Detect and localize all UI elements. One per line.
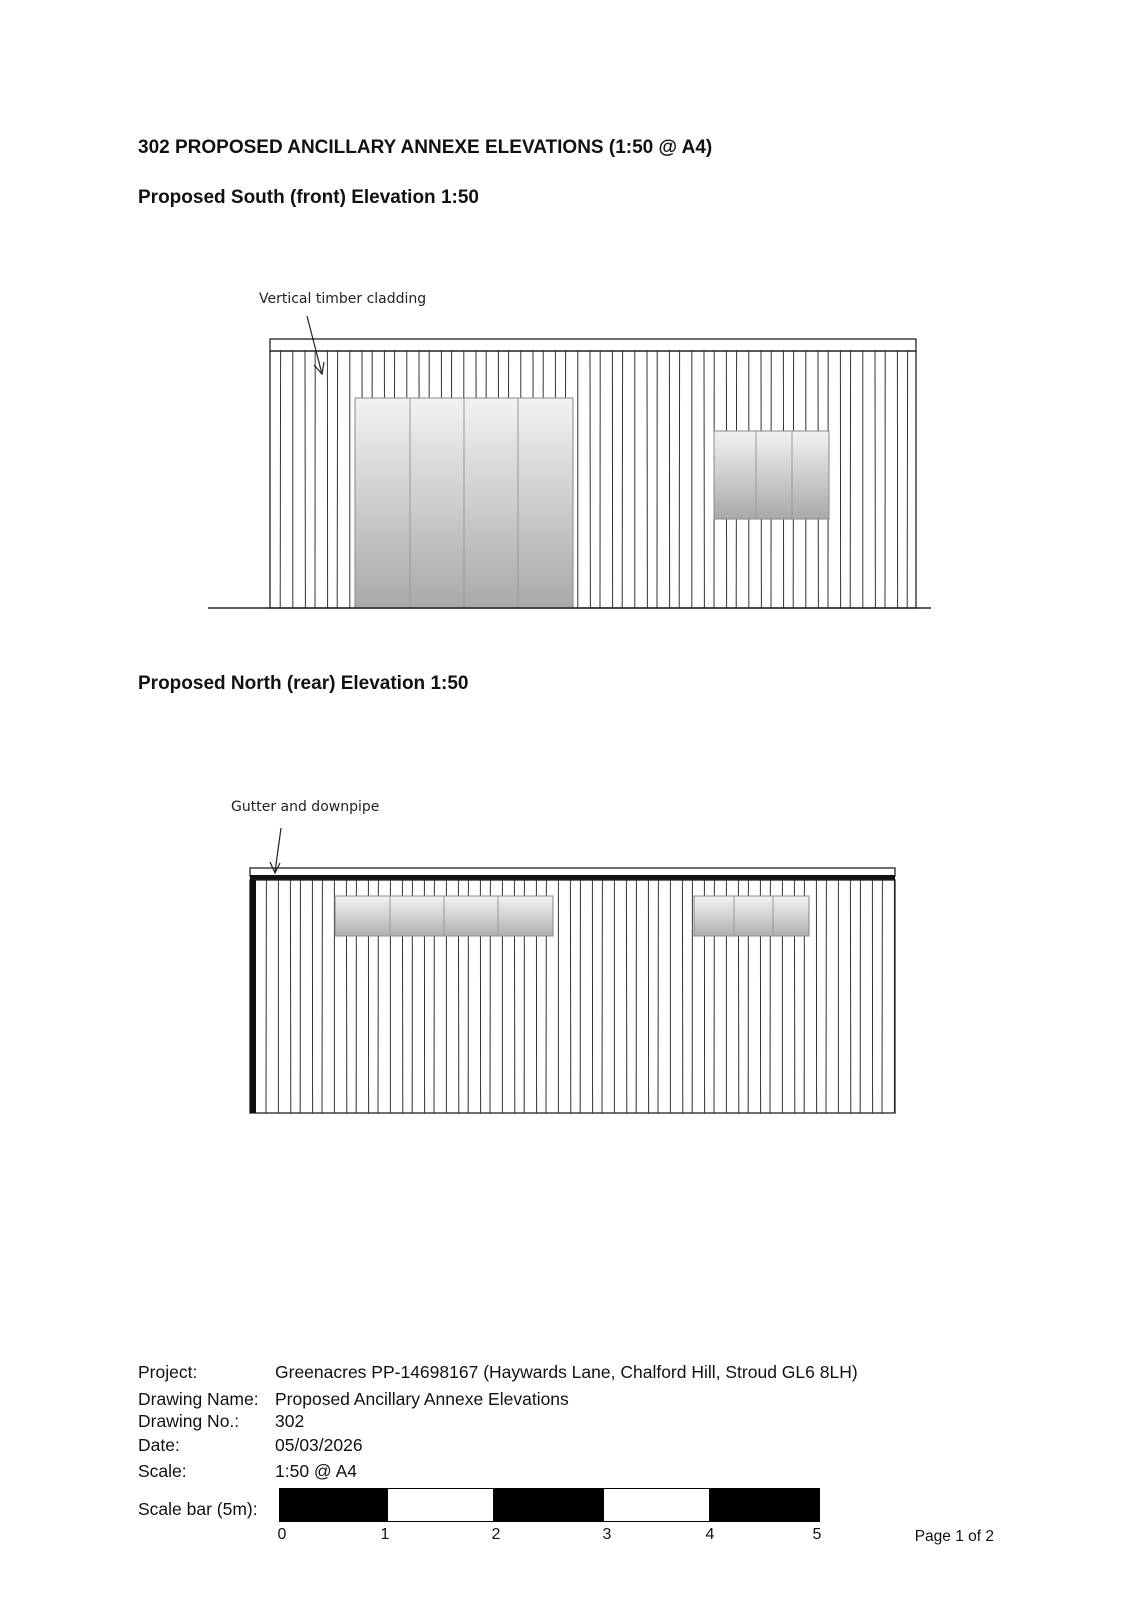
drawing-name-value: Proposed Ancillary Annexe Elevations xyxy=(275,1389,569,1409)
north-note-arrow xyxy=(270,828,281,873)
north-elevation-heading: Proposed North (rear) Elevation 1:50 xyxy=(138,673,469,694)
scale-tick-1: 1 xyxy=(380,1526,390,1543)
scale-label: Scale: xyxy=(138,1461,187,1481)
project-value: Greenacres PP-14698167 (Haywards Lane, Chalford Hill, Stroud GL6 8LH) xyxy=(275,1362,858,1382)
south-window xyxy=(714,431,829,519)
page-number: Page 1 of 2 xyxy=(914,1528,994,1545)
scale-bar-segment-4 xyxy=(710,1489,820,1522)
north-fascia xyxy=(250,868,895,876)
drawing-no-value: 302 xyxy=(275,1411,305,1431)
scale-bar-segment-1 xyxy=(388,1489,494,1522)
scale-tick-5: 5 xyxy=(812,1526,822,1543)
north-downpipe xyxy=(250,880,256,1113)
north-high-window-right xyxy=(694,896,809,936)
project-label: Project: xyxy=(138,1362,198,1382)
south-bifold-doors xyxy=(355,398,573,608)
north-high-window-left xyxy=(335,896,553,936)
date-label: Date: xyxy=(138,1435,180,1455)
date-value: 05/03/2026 xyxy=(275,1435,363,1455)
sheet-title: 302 PROPOSED ANCILLARY ANNEXE ELEVATIONS (1:50 @ A4) xyxy=(138,137,713,158)
scale-tick-4: 4 xyxy=(705,1526,715,1543)
scale-tick-0: 0 xyxy=(277,1526,287,1543)
scale-tick-3: 3 xyxy=(602,1526,612,1543)
drawing-no-label: Drawing No.: xyxy=(138,1411,240,1431)
scale-bar xyxy=(279,1488,821,1524)
north-elevation-drawing xyxy=(0,820,1132,1120)
north-gutter-note: Gutter and downpipe xyxy=(231,799,380,815)
south-elevation-heading: Proposed South (front) Elevation 1:50 xyxy=(138,187,479,208)
scale-value: 1:50 @ A4 xyxy=(275,1461,357,1481)
south-fascia xyxy=(270,339,916,351)
south-elevation-drawing xyxy=(0,300,1132,620)
scalebar-label: Scale bar (5m): xyxy=(138,1499,258,1519)
drawing-name-label: Drawing Name: xyxy=(138,1389,259,1409)
scale-bar-segment-0 xyxy=(280,1489,388,1522)
scale-bar-segment-2 xyxy=(494,1489,604,1522)
scale-tick-2: 2 xyxy=(491,1526,501,1543)
south-cladding-note: Vertical timber cladding xyxy=(259,291,427,307)
north-gutter xyxy=(250,875,895,880)
scale-bar-segment-3 xyxy=(604,1489,710,1522)
